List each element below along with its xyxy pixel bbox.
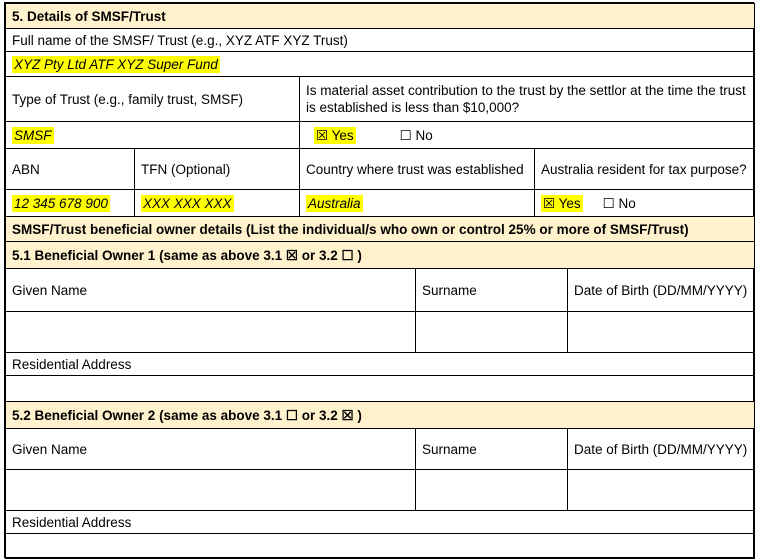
- owner2-header: [5, 401, 755, 429]
- owner2-given-name-field[interactable]: [5, 469, 416, 511]
- country-label: Country where trust was established: [306, 161, 524, 177]
- material-no-checkbox[interactable]: ☐ No: [399, 127, 433, 143]
- owner1-surname-field[interactable]: [415, 311, 568, 353]
- full-name-field[interactable]: [5, 51, 755, 77]
- resident-label-cell: [534, 148, 755, 190]
- owner1-address-label-cell: [5, 352, 755, 376]
- section-title: [5, 3, 755, 29]
- owner1-dob-label: Date of Birth (DD/MM/YYYY): [574, 282, 748, 298]
- country-field[interactable]: [299, 189, 535, 217]
- full-name-label-cell: [5, 28, 755, 52]
- owner1-given-name-label-cell: [5, 268, 416, 312]
- resident-no-checkbox[interactable]: ☐ No: [602, 195, 636, 211]
- material-checkbox-cell: [299, 121, 755, 149]
- owner2-address-field[interactable]: [5, 533, 755, 559]
- owner2-dob-label-cell: [567, 428, 755, 470]
- owner1-given-name-label: Given Name: [12, 282, 88, 298]
- material-question-cell: [299, 76, 755, 122]
- owner2-title: 5.2 Beneficial Owner 2 (same as above 3.1 ☐ or 3.2 ☒ ): [12, 407, 362, 423]
- resident-yes-checkbox[interactable]: ☒ Yes: [543, 195, 581, 211]
- country-value: Australia: [308, 195, 361, 211]
- tfn-label-cell: [134, 148, 300, 190]
- owner1-surname-label-cell: [415, 268, 568, 312]
- owner2-address-label: Residential Address: [12, 514, 132, 530]
- owner2-surname-label-cell: [415, 428, 568, 470]
- resident-label: Australia resident for tax purpose?: [541, 161, 747, 177]
- owner2-given-name-label-cell: [5, 428, 416, 470]
- tfn-field[interactable]: [134, 189, 300, 217]
- trust-type-field[interactable]: [5, 121, 300, 149]
- resident-checkbox-cell: [534, 189, 755, 217]
- owner1-address-field[interactable]: [5, 375, 755, 402]
- country-label-cell: [299, 148, 535, 190]
- full-name-value: XYZ Pty Ltd ATF XYZ Super Fund: [14, 56, 218, 72]
- material-question: Is material asset contribution to the trust by the settlor at the time the trust is established is less than $10,000?: [306, 83, 746, 115]
- owner2-dob-label: Date of Birth (DD/MM/YYYY): [574, 441, 748, 457]
- owner1-header: [5, 241, 755, 269]
- trust-type-value: SMSF: [14, 127, 52, 143]
- tfn-label: TFN (Optional): [141, 161, 231, 177]
- abn-field[interactable]: [5, 189, 135, 217]
- owner1-dob-label-cell: [567, 268, 755, 312]
- full-name-label: Full name of the SMSF/ Trust (e.g., XYZ ATF XYZ Trust): [12, 32, 348, 48]
- owner1-given-name-field[interactable]: [5, 311, 416, 353]
- owner1-address-label: Residential Address: [12, 356, 132, 372]
- smsf-trust-form: [4, 2, 754, 558]
- owner2-address-label-cell: [5, 510, 755, 534]
- owner2-surname-field[interactable]: [415, 469, 568, 511]
- beneficial-owner-header-text: SMSF/Trust beneficial owner details (List the individual/s who own or control 25% or more of SMSF/Trust): [12, 221, 689, 237]
- owner1-surname-label: Surname: [422, 282, 477, 298]
- owner2-surname-label: Surname: [422, 441, 477, 457]
- section-title-text: 5. Details of SMSF/Trust: [12, 8, 166, 24]
- owner1-title: 5.1 Beneficial Owner 1 (same as above 3.1 ☒ or 3.2 ☐ ): [12, 247, 362, 263]
- trust-type-label: Type of Trust (e.g., family trust, SMSF): [12, 91, 244, 107]
- owner1-dob-field[interactable]: [567, 311, 755, 353]
- abn-value: 12 345 678 900: [14, 195, 108, 211]
- owner2-given-name-label: Given Name: [12, 441, 88, 457]
- abn-label-cell: [5, 148, 135, 190]
- material-yes-checkbox[interactable]: ☒ Yes: [316, 127, 354, 143]
- trust-type-label-cell: [5, 76, 300, 122]
- beneficial-owner-header: [5, 216, 755, 242]
- tfn-value: XXX XXX XXX: [143, 195, 232, 211]
- abn-label: ABN: [12, 161, 40, 177]
- owner2-dob-field[interactable]: [567, 469, 755, 511]
